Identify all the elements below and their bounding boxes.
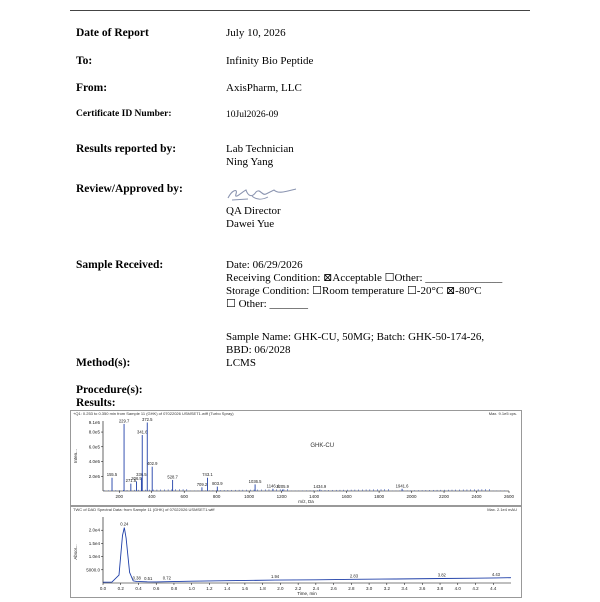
uv-x-tick-label: 3.6 xyxy=(419,586,426,591)
uv-y-tick-label: 5000.0 xyxy=(86,567,100,573)
review-approved-block xyxy=(226,205,281,231)
uv-x-tick-label: 1.6 xyxy=(241,586,249,591)
ms-y-tick-label: 8.0e5 xyxy=(88,429,100,435)
to-label: To: xyxy=(76,55,93,67)
uv-x-tick-label: 2.2 xyxy=(294,586,302,591)
ms-peak-label: 155.5 xyxy=(106,472,118,478)
other-condition: ☐ Other: _______ xyxy=(226,298,308,310)
uv-x-tick-label: 1.8 xyxy=(259,586,266,591)
mass-spectrum-panel xyxy=(70,410,522,506)
results-label: Results: xyxy=(76,397,116,409)
sample-received-block xyxy=(226,259,502,311)
ms-x-tick-label: 200 xyxy=(115,494,123,499)
sample-received-label: Sample Received: xyxy=(76,259,164,271)
ms-peak-label: 306.5 xyxy=(131,475,142,481)
uv-y-tick-label: 2.0e4 xyxy=(88,527,100,533)
receiving-condition: Receiving Condition: ⊠Acceptable ☐Other: ______________ xyxy=(226,272,503,284)
reported-name: Ning Yang xyxy=(226,156,274,168)
ms-peak-label: 1036.5 xyxy=(248,478,262,484)
review-role: QA Director xyxy=(226,205,281,217)
date-of-report-label: Date of Report xyxy=(76,27,149,39)
ms-peak-label: 1941.6 xyxy=(395,483,409,489)
sample-name-line-1: Sample Name: GHK-CU, 50MG; Batch: GHK-50-174-26, xyxy=(226,331,485,343)
ms-x-tick-label: 1800 xyxy=(374,494,385,499)
uv-peak-label: 1.94 xyxy=(270,574,280,580)
sample-name-block xyxy=(226,331,484,357)
uv-x-tick-label: 2.0 xyxy=(277,586,284,591)
ms-peak-label: 1434.9 xyxy=(313,484,327,490)
ms-peak-label: 803.9 xyxy=(212,481,223,487)
ms-peak-label: 336.5 xyxy=(136,472,147,478)
ms-x-tick-label: 1200 xyxy=(276,494,287,499)
from-value: AxisPharm, LLC xyxy=(226,82,302,94)
ms-peak-label: 229.7 xyxy=(118,418,130,424)
ms-x-tick-label: 1400 xyxy=(309,494,320,499)
uv-x-tick-label: 0.0 xyxy=(99,586,107,591)
ms-compound-annotation: GHK-CU xyxy=(310,443,335,449)
uv-y-tick-label: 1.0e4 xyxy=(88,554,100,560)
ms-peak-label: 1205.9 xyxy=(276,484,290,490)
ms-y-axis-title: Inten... xyxy=(73,449,78,463)
uv-x-tick-label: 0.8 xyxy=(170,586,178,591)
uv-x-tick-label: 3.8 xyxy=(436,586,444,591)
review-approved-label: Review/Approved by: xyxy=(76,183,183,195)
uv-peak-label: 2.83 xyxy=(349,573,359,579)
ms-x-tick-label: 800 xyxy=(212,494,221,499)
uv-peak-label: 3.82 xyxy=(437,572,446,578)
uv-x-tick-label: 3.0 xyxy=(365,586,373,591)
ms-x-tick-label: 1600 xyxy=(341,494,352,499)
uv-peak-label: 0.38 xyxy=(132,575,141,581)
uv-x-tick-label: 0.4 xyxy=(135,586,142,591)
uv-trace xyxy=(103,528,511,583)
ms-y-top-tick-label: 9.1e5 xyxy=(88,420,100,425)
date-of-report-value: July 10, 2026 xyxy=(226,27,286,39)
ms-x-tick-label: 2600 xyxy=(503,494,515,499)
ms-x-axis-title: m/z, Da xyxy=(298,499,314,504)
ms-y-tick-label: 6.0e5 xyxy=(88,444,100,450)
uv-peak-label: 0.72 xyxy=(162,575,171,581)
ms-x-tick-label: 600 xyxy=(180,494,188,499)
ms-x-tick-label: 2000 xyxy=(406,494,417,499)
ms-x-tick-label: 1000 xyxy=(244,494,255,499)
uv-peak-label: 0.51 xyxy=(144,575,153,581)
ms-peak-label: 402.9 xyxy=(146,461,158,467)
uv-x-tick-label: 0.6 xyxy=(153,586,160,591)
ms-peak-label: 743.1 xyxy=(202,472,213,478)
mass-spectrum-max-label: Max. 9.1e5 cps. xyxy=(488,411,517,416)
to-value: Infinity Bio Peptide xyxy=(226,55,314,67)
ms-x-tick-label: 400 xyxy=(147,494,156,499)
results-reported-label: Results reported by: xyxy=(76,143,177,155)
uv-x-tick-label: 4.4 xyxy=(490,586,497,591)
uv-y-axis-title: Absor... xyxy=(73,544,78,560)
uv-x-tick-label: 2.6 xyxy=(330,586,337,591)
ms-peak-label: 271.5 xyxy=(125,478,137,484)
ms-peak-label: 372.5 xyxy=(142,416,153,422)
uv-peak-label: 0.24 xyxy=(120,521,129,527)
ms-y-tick-label: 2.0e5 xyxy=(88,473,100,479)
top-rule xyxy=(70,10,530,11)
mass-spectrum-header: +Q1: 0.253 to 0.350 min from Sample 11 (GHK) of 07022026 USMSET1.wiff (Turbo Spray) xyxy=(73,411,234,416)
sample-name-line-2: BBD: 06/2028 xyxy=(226,344,291,356)
sample-date: Date: 06/29/2026 xyxy=(226,259,303,271)
ms-y-tick-label: 4.0e5 xyxy=(88,459,100,465)
ms-peak-label: 1146.4 xyxy=(266,483,280,489)
uv-x-tick-label: 0.2 xyxy=(117,586,124,591)
uv-x-tick-label: 4.0 xyxy=(454,586,461,591)
uv-x-tick-label: 1.2 xyxy=(206,586,213,591)
uv-x-tick-label: 2.4 xyxy=(312,586,320,591)
uv-chromatogram-header: TWC of DAD Spectral Data: from Sample 11 (GHK) of 07022026 USMSET1.wiff xyxy=(73,507,215,512)
uv-x-axis-title: Time, min xyxy=(297,591,317,596)
uv-x-tick-label: 3.2 xyxy=(383,586,390,591)
uv-x-tick-label: 4.2 xyxy=(472,586,479,591)
certificate-id-label: Certificate ID Number: xyxy=(76,109,172,119)
uv-chromatogram-panel xyxy=(70,506,522,598)
ms-peak-label: 528.7 xyxy=(167,474,178,480)
methods-label: Method(s): xyxy=(76,357,131,369)
uv-peak-label: 4.43 xyxy=(491,571,500,577)
uv-x-tick-label: 1.4 xyxy=(224,586,231,591)
methods-value: LCMS xyxy=(226,357,256,369)
uv-x-tick-label: 3.4 xyxy=(401,586,408,591)
uv-chromatogram-max-label: Max. 2.1e4 mAU xyxy=(487,507,517,512)
ms-peak-label: 709.2 xyxy=(196,481,208,487)
from-label: From: xyxy=(76,82,108,94)
uv-chromatogram-chart xyxy=(71,507,521,597)
ms-x-tick-label: 2200 xyxy=(439,494,450,499)
certificate-id-value: 10Jul2026-09 xyxy=(226,110,279,120)
ms-x-tick-label: 2400 xyxy=(471,494,482,499)
ms-peak-label: 341.6 xyxy=(136,429,148,435)
signature-image xyxy=(226,184,298,204)
procedures-label: Procedure(s): xyxy=(76,384,143,396)
storage-condition: Storage Condition: ☐Room temperature ☐-20°C ⊠-80°C xyxy=(226,285,482,297)
uv-x-tick-label: 1.0 xyxy=(188,586,195,591)
uv-y-tick-label: 1.5e4 xyxy=(88,540,100,546)
reported-role: Lab Technician xyxy=(226,143,294,155)
uv-x-tick-label: 2.8 xyxy=(348,586,355,591)
review-name: Dawei Yue xyxy=(226,218,275,230)
results-reported-block xyxy=(226,143,294,169)
mass-spectrum-chart xyxy=(71,411,521,505)
